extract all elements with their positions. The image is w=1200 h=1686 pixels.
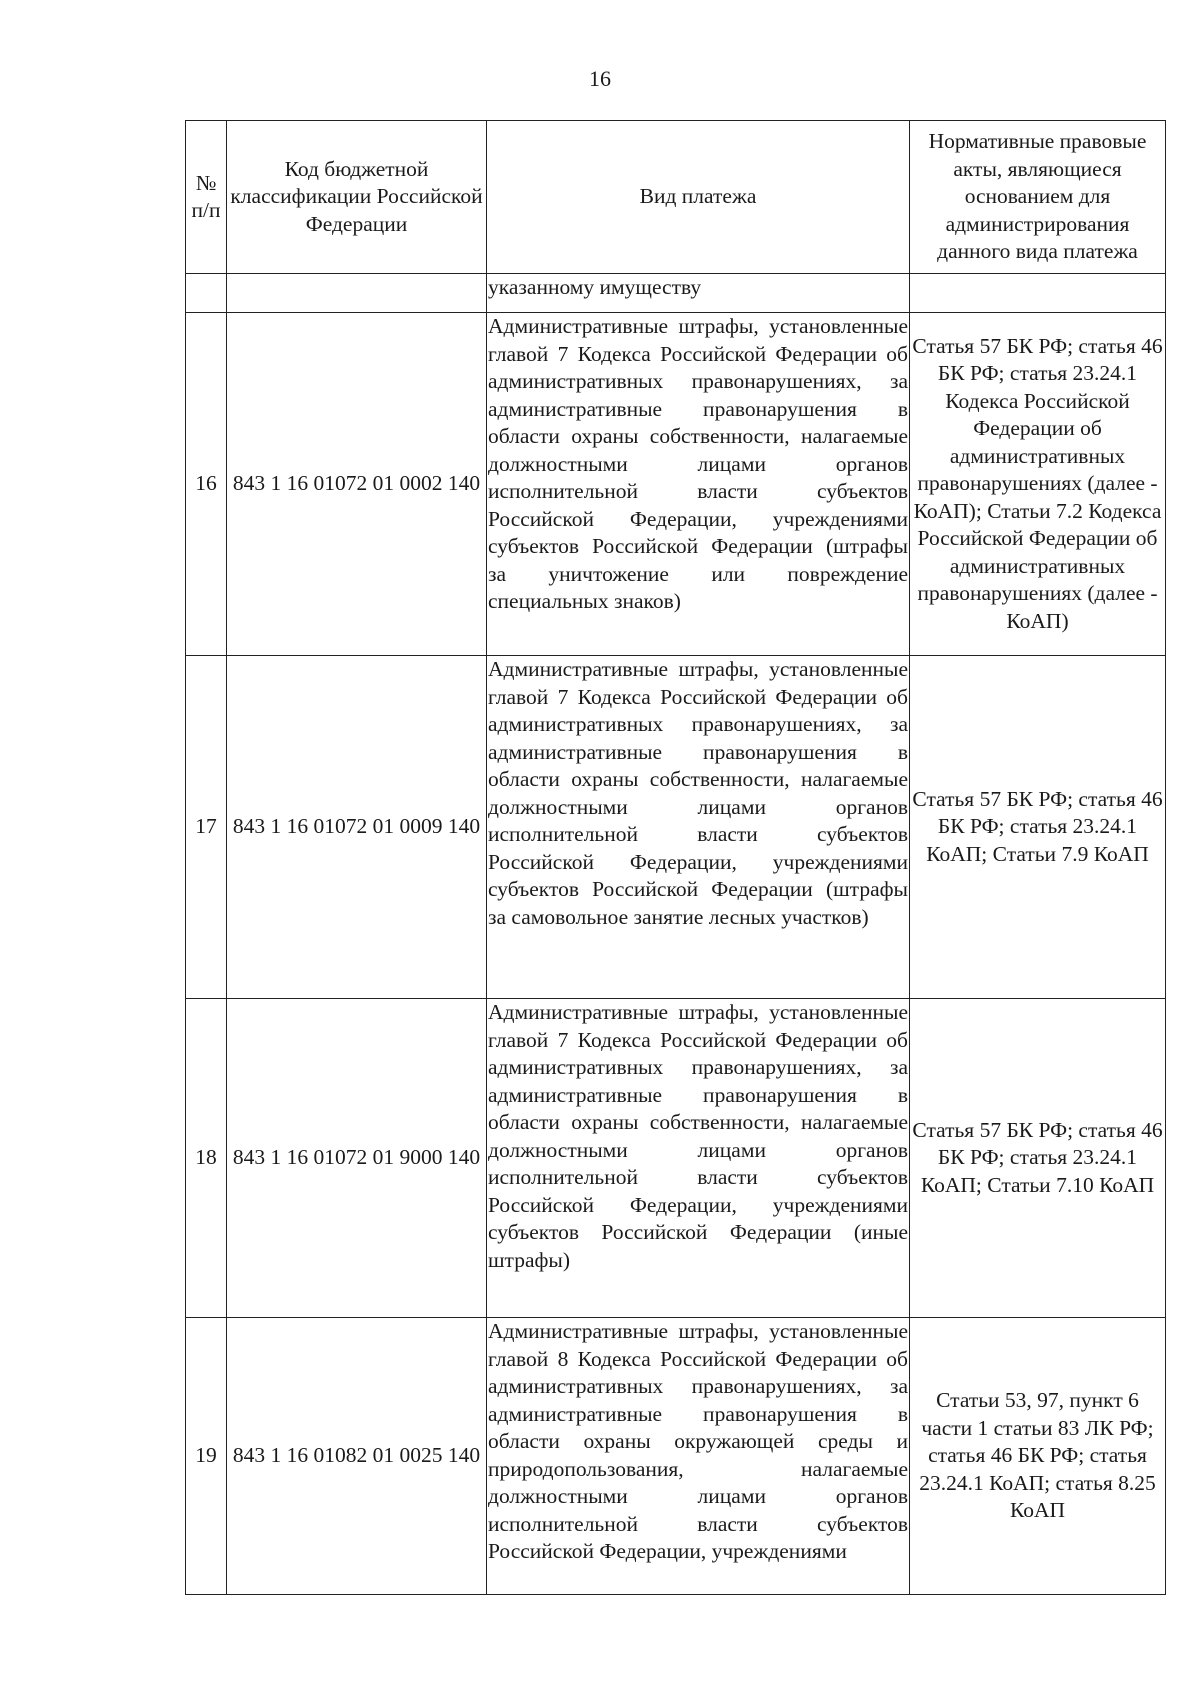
row-num: 16 <box>186 313 227 656</box>
row-legal-acts: Статьи 53, 97, пункт 6 части 1 статьи 83 ЛК РФ; статья 46 БК РФ; статья 23.24.1 КоАП; статья 8.25 КоАП <box>910 1318 1166 1595</box>
table-row <box>186 1318 1166 1595</box>
budget-classification-table <box>185 120 1166 1595</box>
header-acts: Нормативные правовые акты, являющиеся основанием для администрирования данного вида платежа <box>910 121 1166 274</box>
table-header-row <box>186 121 1166 274</box>
page-number: 16 <box>589 66 611 91</box>
header-code: Код бюджетной классификации Российской Федерации <box>227 121 487 274</box>
table-row-continuation <box>186 274 1166 313</box>
row-legal-acts <box>910 274 1166 313</box>
row-code: 843 1 16 01072 01 0009 140 <box>227 656 487 999</box>
row-num: 17 <box>186 656 227 999</box>
row-payment-type: Административные штрафы, установленные главой 8 Кодекса Российской Федерации об административных правонарушениях, за административные правонарушения в области охраны окружающей среды и природопользования, налагаемые должностными лицами органов исполнительной власти субъектов Российской Федерации, учреждениями <box>487 1318 910 1595</box>
row-code <box>227 274 487 313</box>
row-code: 843 1 16 01082 01 0025 140 <box>227 1318 487 1595</box>
row-payment-type: Административные штрафы, установленные главой 7 Кодекса Российской Федерации об административных правонарушениях, за административные правонарушения в области охраны собственности, налагаемые должностными лицами органов исполнительной власти субъектов Российской Федерации, учреждениями субъектов Российской Федерации (иные штрафы) <box>487 999 910 1318</box>
row-num: 18 <box>186 999 227 1318</box>
table-row <box>186 999 1166 1318</box>
row-legal-acts: Статья 57 БК РФ; статья 46 БК РФ; статья 23.24.1 КоАП; Статьи 7.9 КоАП <box>910 656 1166 999</box>
table-row <box>186 656 1166 999</box>
header-num: № п/п <box>186 121 227 274</box>
row-code: 843 1 16 01072 01 9000 140 <box>227 999 487 1318</box>
row-legal-acts: Статья 57 БК РФ; статья 46 БК РФ; статья 23.24.1 КоАП; Статьи 7.10 КоАП <box>910 999 1166 1318</box>
row-num: 19 <box>186 1318 227 1595</box>
row-payment-type: Административные штрафы, установленные главой 7 Кодекса Российской Федерации об административных правонарушениях, за административные правонарушения в области охраны собственности, налагаемые должностными лицами органов исполнительной власти субъектов Российской Федерации, учреждениями субъектов Российской Федерации (штрафы за самовольное занятие лесных участков) <box>487 656 910 999</box>
row-num <box>186 274 227 313</box>
row-payment-type: указанному имуществу <box>487 274 910 313</box>
row-code: 843 1 16 01072 01 0002 140 <box>227 313 487 656</box>
header-type: Вид платежа <box>487 121 910 274</box>
row-legal-acts: Статья 57 БК РФ; статья 46 БК РФ; статья 23.24.1 Кодекса Российской Федерации об административных правонарушениях (далее - КоАП); Статьи 7.2 Кодекса Российской Федерации об административных правонарушениях (далее - КоАП) <box>910 313 1166 656</box>
row-payment-type: Административные штрафы, установленные главой 7 Кодекса Российской Федерации об административных правонарушениях, за административные правонарушения в области охраны собственности, налагаемые должностными лицами органов исполнительной власти субъектов Российской Федерации, учреждениями субъектов Российской Федерации (штрафы за уничтожение или повреждение специальных знаков) <box>487 313 910 656</box>
table-row <box>186 313 1166 656</box>
